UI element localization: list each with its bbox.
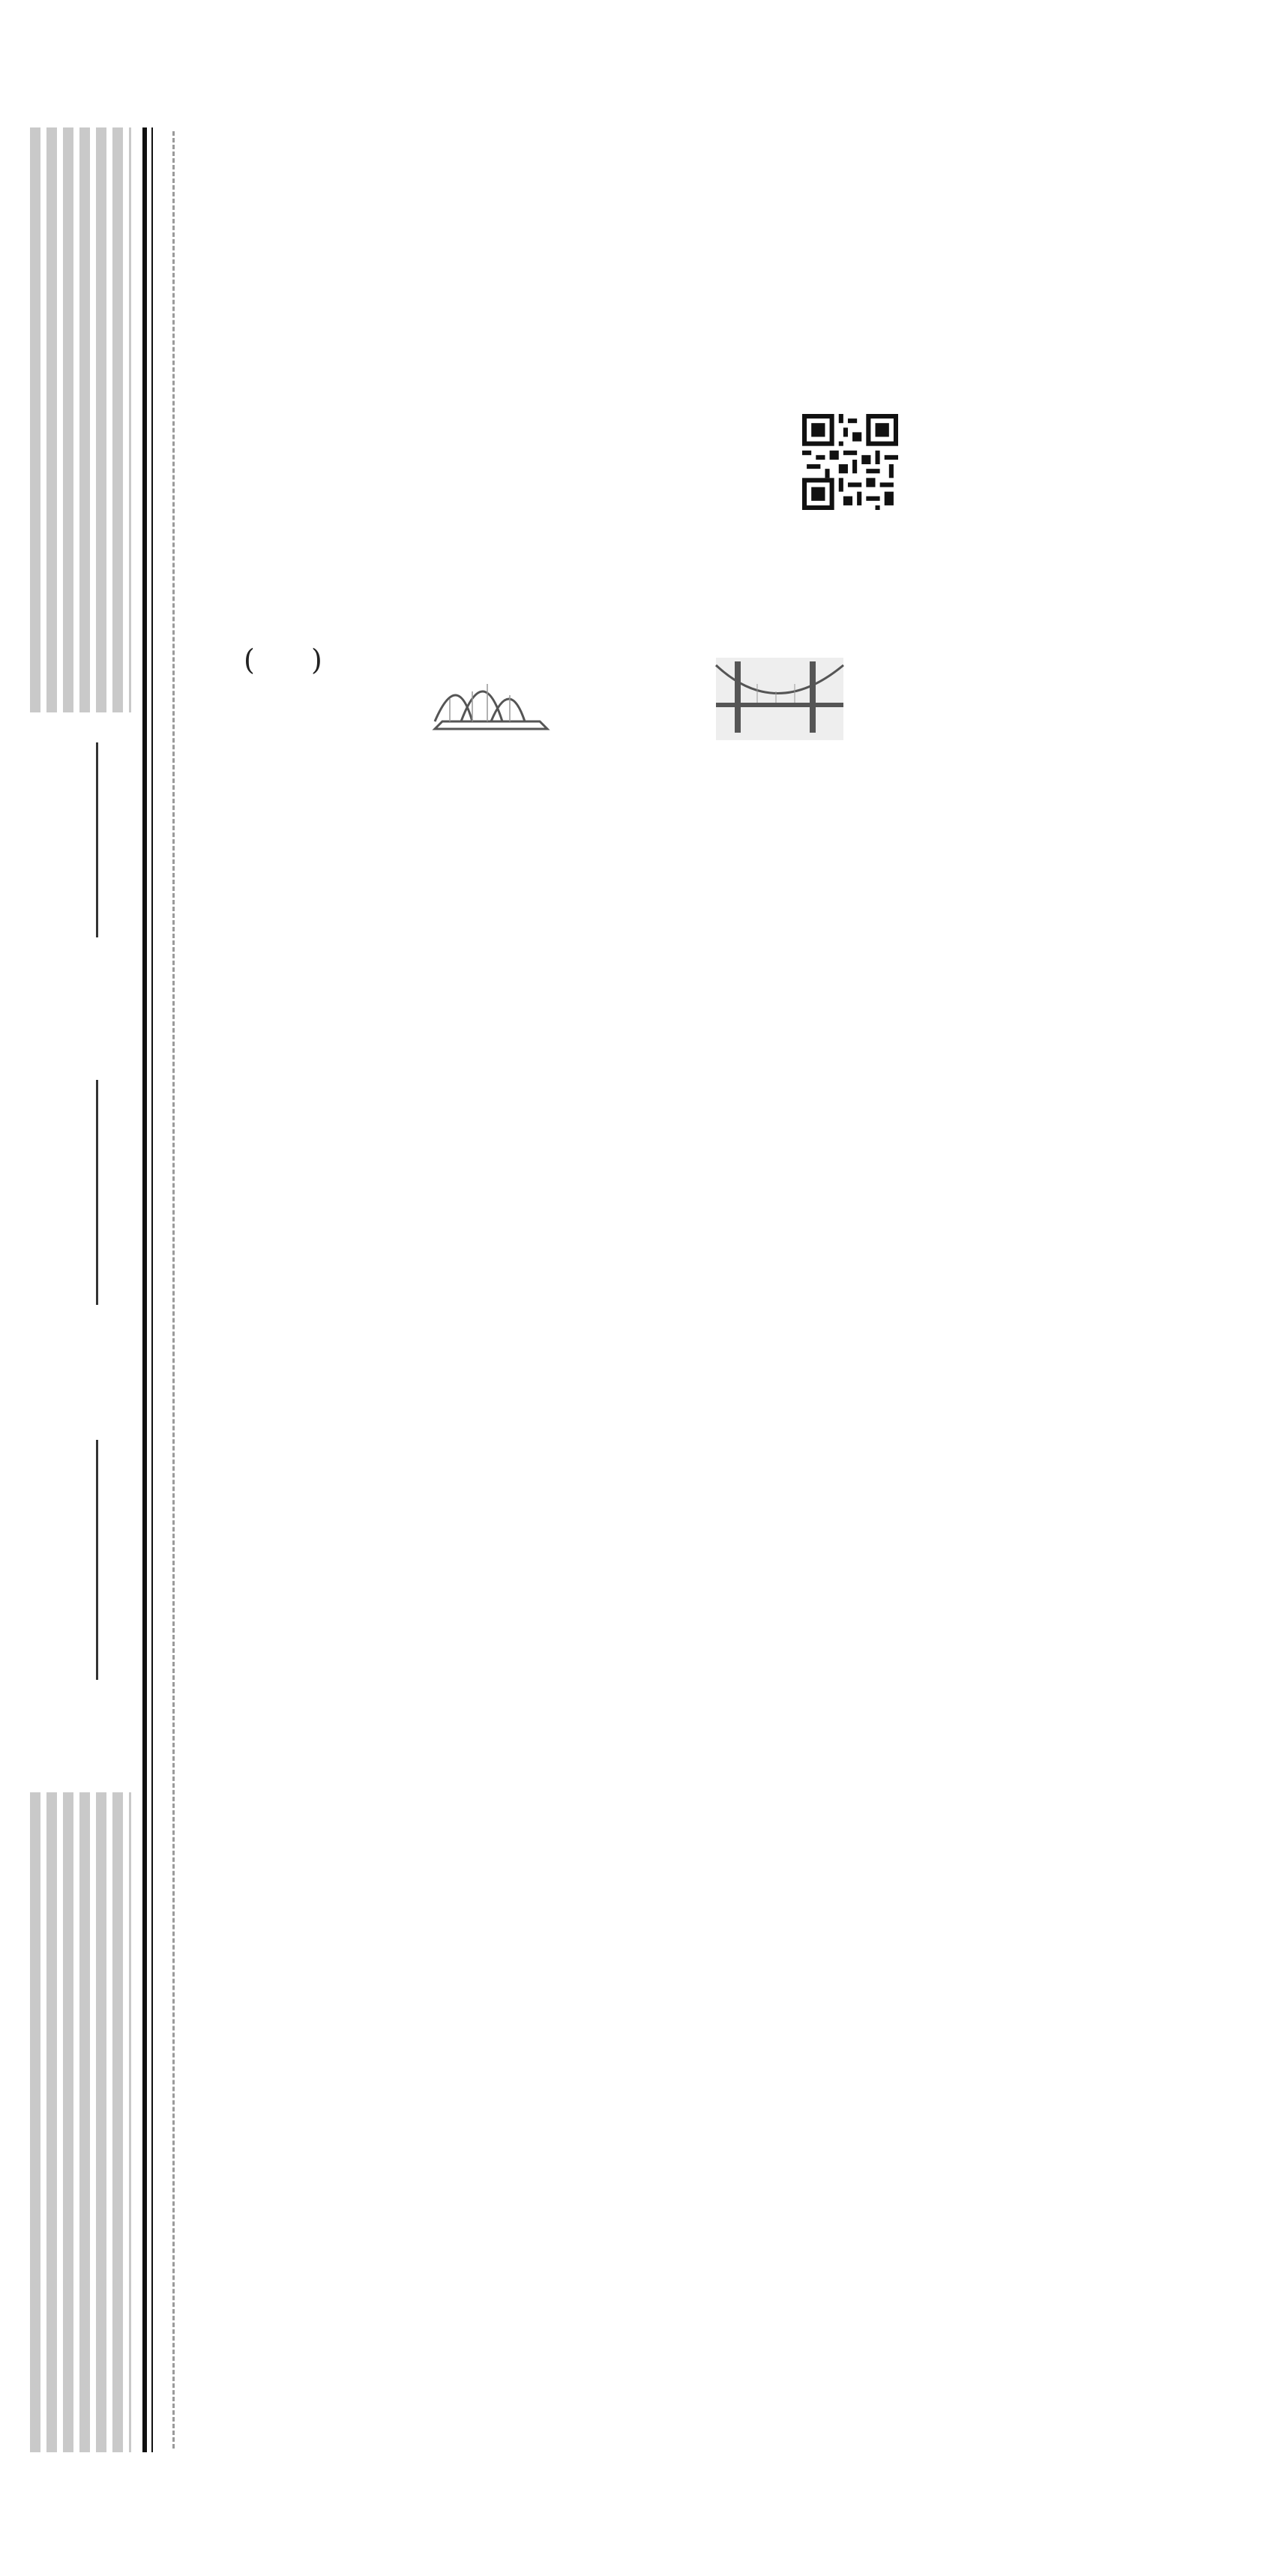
name-line (96, 1080, 98, 1305)
binding-margin (0, 0, 172, 2576)
class-line (96, 1440, 98, 1680)
binding-rule-thick (142, 127, 147, 2452)
section1-heading (187, 589, 195, 622)
qr-code-icon[interactable] (802, 414, 898, 510)
student-id-line (96, 742, 98, 937)
opera-house-icon (427, 654, 555, 739)
bridge-icon (712, 654, 847, 747)
binding-rule-thin (151, 127, 153, 2452)
section2-heading (187, 1804, 195, 1837)
cut-line (172, 131, 175, 2449)
answer-paren-open: ( (244, 643, 255, 676)
answer-paren-close: ) (311, 643, 322, 676)
binding-stripes-bottom (30, 1792, 131, 2452)
binding-stripes-top (30, 127, 131, 712)
